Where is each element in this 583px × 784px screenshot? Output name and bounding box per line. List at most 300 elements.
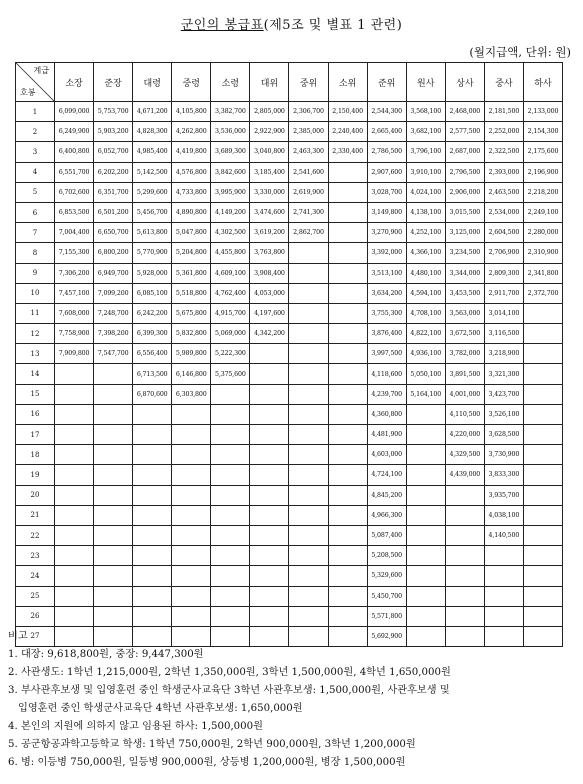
pay-cell [55, 566, 94, 586]
step-cell: 11 [16, 303, 55, 323]
pay-cell: 6,713,500 [133, 364, 172, 384]
pay-cell [523, 445, 562, 465]
table-row [16, 364, 563, 384]
pay-cell [211, 566, 250, 586]
pay-cell [289, 364, 328, 384]
pay-cell: 3,382,700 [211, 102, 250, 122]
pay-cell [406, 425, 445, 445]
pay-cell: 3,423,700 [484, 384, 523, 404]
pay-cell: 4,481,900 [367, 425, 406, 445]
pay-cell [133, 566, 172, 586]
pay-cell: 4,733,800 [172, 182, 211, 202]
pay-cell [328, 525, 367, 545]
pay-cell [328, 546, 367, 566]
column-header: 중령 [172, 63, 211, 102]
pay-cell: 3,028,700 [367, 182, 406, 202]
pay-cell: 2,619,900 [289, 182, 328, 202]
pay-table [15, 62, 563, 647]
pay-cell [328, 162, 367, 182]
pay-cell [133, 505, 172, 525]
pay-cell: 2,218,200 [523, 182, 562, 202]
pay-cell: 4,149,200 [211, 202, 250, 222]
pay-cell [133, 485, 172, 505]
pay-cell [55, 546, 94, 566]
step-cell: 19 [16, 465, 55, 485]
pay-cell [289, 425, 328, 445]
step-cell: 14 [16, 364, 55, 384]
pay-cell [133, 546, 172, 566]
pay-cell: 2,463,500 [484, 182, 523, 202]
pay-cell: 7,608,000 [55, 303, 94, 323]
table-row [16, 546, 563, 566]
pay-cell: 7,306,200 [55, 263, 94, 283]
pay-cell: 3,321,300 [484, 364, 523, 384]
pay-cell [445, 505, 484, 525]
pay-cell [328, 243, 367, 263]
step-cell: 20 [16, 485, 55, 505]
pay-cell: 5,928,000 [133, 263, 172, 283]
pay-cell: 4,252,100 [406, 223, 445, 243]
table-row [16, 283, 563, 303]
pay-cell: 2,181,500 [484, 102, 523, 122]
pay-cell [250, 566, 289, 586]
pay-cell: 4,762,400 [211, 283, 250, 303]
pay-cell: 7,547,700 [94, 344, 133, 364]
pay-cell [406, 586, 445, 606]
pay-cell [94, 525, 133, 545]
pay-cell [55, 606, 94, 626]
pay-cell: 5,050,100 [406, 364, 445, 384]
pay-cell: 2,280,000 [523, 223, 562, 243]
pay-cell: 5,329,600 [367, 566, 406, 586]
pay-cell [250, 465, 289, 485]
pay-cell: 3,330,000 [250, 182, 289, 202]
pay-cell: 4,724,100 [367, 465, 406, 485]
table-row [16, 384, 563, 404]
pay-cell [172, 465, 211, 485]
pay-cell: 3,876,400 [367, 324, 406, 344]
pay-cell [289, 525, 328, 545]
pay-cell [94, 505, 133, 525]
pay-cell: 4,053,000 [250, 283, 289, 303]
step-cell: 1 [16, 102, 55, 122]
pay-cell [133, 586, 172, 606]
pay-cell: 5,753,700 [94, 102, 133, 122]
pay-cell [289, 303, 328, 323]
pay-cell [289, 586, 328, 606]
pay-cell: 5,903,200 [94, 122, 133, 142]
pay-cell: 5,299,600 [133, 182, 172, 202]
pay-cell: 4,671,200 [133, 102, 172, 122]
pay-cell: 3,995,900 [211, 182, 250, 202]
pay-cell [211, 465, 250, 485]
pay-cell [172, 566, 211, 586]
pay-cell: 6,556,400 [133, 344, 172, 364]
pay-cell: 4,024,100 [406, 182, 445, 202]
pay-cell: 5,047,800 [172, 223, 211, 243]
pay-cell [406, 465, 445, 485]
pay-cell: 6,650,700 [94, 223, 133, 243]
pay-cell [406, 525, 445, 545]
pay-cell: 6,242,200 [133, 303, 172, 323]
pay-cell [406, 546, 445, 566]
step-cell: 8 [16, 243, 55, 263]
pay-cell [250, 586, 289, 606]
pay-cell [211, 606, 250, 626]
step-cell: 2 [16, 122, 55, 142]
pay-cell: 4,138,100 [406, 202, 445, 222]
pay-cell [250, 404, 289, 424]
pay-cell: 6,870,600 [133, 384, 172, 404]
table-row [16, 465, 563, 485]
pay-cell [289, 465, 328, 485]
pay-cell: 4,366,100 [406, 243, 445, 263]
step-cell: 10 [16, 283, 55, 303]
pay-cell [250, 525, 289, 545]
step-cell: 25 [16, 586, 55, 606]
pay-cell: 6,400,800 [55, 142, 94, 162]
pay-cell [133, 525, 172, 545]
pay-cell: 3,040,800 [250, 142, 289, 162]
pay-cell: 5,692,900 [367, 626, 406, 646]
pay-cell [523, 404, 562, 424]
pay-cell: 6,202,200 [94, 162, 133, 182]
pay-cell: 6,249,900 [55, 122, 94, 142]
pay-cell: 2,577,500 [445, 122, 484, 142]
pay-cell [445, 566, 484, 586]
pay-cell [94, 445, 133, 465]
column-header: 소장 [55, 63, 94, 102]
pay-cell: 2,322,500 [484, 142, 523, 162]
pay-cell [55, 586, 94, 606]
pay-cell: 6,853,500 [55, 202, 94, 222]
step-cell: 15 [16, 384, 55, 404]
pay-cell: 5,456,700 [133, 202, 172, 222]
pay-cell: 3,344,000 [445, 263, 484, 283]
pay-cell: 6,099,000 [55, 102, 94, 122]
pay-cell: 2,240,400 [328, 122, 367, 142]
pay-cell [55, 465, 94, 485]
step-cell: 27 [16, 626, 55, 646]
pay-cell: 4,001,000 [445, 384, 484, 404]
table-row [16, 202, 563, 222]
column-header: 중사 [484, 63, 523, 102]
title-sub: (제5조 및 별표 1 관련) [263, 18, 403, 33]
pay-cell: 3,014,100 [484, 303, 523, 323]
pay-cell: 6,303,800 [172, 384, 211, 404]
note-line: 1. 대장: 9,618,800원, 중장: 9,447,300원 [8, 649, 204, 660]
pay-cell: 7,457,100 [55, 283, 94, 303]
pay-cell [523, 566, 562, 586]
pay-cell: 2,805,000 [250, 102, 289, 122]
pay-cell [250, 505, 289, 525]
pay-cell [328, 223, 367, 243]
pay-cell: 5,222,300 [211, 344, 250, 364]
pay-cell [328, 586, 367, 606]
pay-cell [328, 182, 367, 202]
step-cell: 16 [16, 404, 55, 424]
pay-cell: 2,385,000 [289, 122, 328, 142]
pay-cell: 4,239,700 [367, 384, 406, 404]
pay-cell [523, 586, 562, 606]
pay-cell: 3,634,200 [367, 283, 406, 303]
pay-cell: 3,833,300 [484, 465, 523, 485]
pay-cell [94, 425, 133, 445]
pay-cell [250, 384, 289, 404]
table-row [16, 122, 563, 142]
pay-cell [523, 606, 562, 626]
pay-cell [250, 485, 289, 505]
note-line: 3. 부사관후보생 및 입영훈련 중인 학생군사교육단 3학년 사관후보생: 1,500,000원, 사관후보생 및 [8, 685, 450, 696]
unit-label: (월지급액, 단위: 원) [469, 45, 571, 59]
corner-rank-label: 계급 [33, 66, 49, 75]
pay-cell: 4,110,500 [445, 404, 484, 424]
pay-cell: 3,891,500 [445, 364, 484, 384]
note-line: 입영훈련 중인 학생군사교육단 4학년 사관후보생: 1,650,000원 [18, 703, 303, 714]
pay-cell: 5,613,800 [133, 223, 172, 243]
pay-cell [172, 586, 211, 606]
pay-cell: 2,463,300 [289, 142, 328, 162]
pay-cell [289, 283, 328, 303]
column-header: 원사 [406, 63, 445, 102]
pay-cell: 4,890,800 [172, 202, 211, 222]
pay-cell [523, 546, 562, 566]
column-header: 준장 [94, 63, 133, 102]
pay-cell: 2,741,300 [289, 202, 328, 222]
pay-cell [484, 606, 523, 626]
pay-cell: 3,453,500 [445, 283, 484, 303]
header-row [16, 63, 563, 102]
column-header: 소령 [211, 63, 250, 102]
column-header: 상사 [445, 63, 484, 102]
pay-cell: 7,758,900 [55, 324, 94, 344]
step-cell: 26 [16, 606, 55, 626]
pay-cell [523, 364, 562, 384]
pay-cell [328, 505, 367, 525]
pay-cell [211, 586, 250, 606]
pay-cell [406, 505, 445, 525]
pay-cell: 3,796,100 [406, 142, 445, 162]
pay-cell: 2,330,400 [328, 142, 367, 162]
pay-cell [94, 465, 133, 485]
pay-table-body [16, 102, 563, 647]
pay-cell [55, 505, 94, 525]
pay-cell [289, 344, 328, 364]
pay-cell [133, 606, 172, 626]
pay-cell: 2,341,800 [523, 263, 562, 283]
pay-cell [328, 485, 367, 505]
pay-cell [172, 505, 211, 525]
note-line: 4. 본인의 지원에 의하지 않고 임용된 하사: 1,500,000원 [8, 721, 263, 732]
pay-cell [523, 324, 562, 344]
pay-cell [328, 303, 367, 323]
pay-cell: 6,146,800 [172, 364, 211, 384]
column-header: 준위 [367, 63, 406, 102]
pay-cell: 3,116,500 [484, 324, 523, 344]
pay-cell [211, 404, 250, 424]
pay-cell [445, 525, 484, 545]
pay-cell: 5,069,000 [211, 324, 250, 344]
pay-cell: 6,949,700 [94, 263, 133, 283]
pay-cell: 4,342,200 [250, 324, 289, 344]
pay-cell: 5,142,500 [133, 162, 172, 182]
pay-cell: 6,551,700 [55, 162, 94, 182]
pay-cell: 4,038,100 [484, 505, 523, 525]
pay-cell: 4,845,200 [367, 485, 406, 505]
notes-heading: 비고 [8, 631, 28, 642]
pay-cell: 2,541,600 [289, 162, 328, 182]
title-main: 군인의 봉급표 [180, 18, 264, 33]
pay-cell [289, 485, 328, 505]
table-row [16, 142, 563, 162]
pay-cell [55, 485, 94, 505]
pay-cell: 4,197,600 [250, 303, 289, 323]
pay-cell: 2,468,000 [445, 102, 484, 122]
pay-cell [523, 525, 562, 545]
table-row [16, 263, 563, 283]
pay-cell: 3,392,000 [367, 243, 406, 263]
pay-cell [289, 566, 328, 586]
table-row [16, 425, 563, 445]
pay-cell [289, 324, 328, 344]
pay-cell: 2,252,000 [484, 122, 523, 142]
pay-cell [172, 445, 211, 465]
pay-cell: 5,204,800 [172, 243, 211, 263]
pay-cell [328, 465, 367, 485]
step-cell: 23 [16, 546, 55, 566]
pay-cell [172, 425, 211, 445]
table-row [16, 223, 563, 243]
pay-cell [211, 525, 250, 545]
pay-cell: 4,360,800 [367, 404, 406, 424]
pay-cell: 6,501,200 [94, 202, 133, 222]
table-row [16, 445, 563, 465]
pay-cell: 3,997,500 [367, 344, 406, 364]
pay-cell: 3,568,100 [406, 102, 445, 122]
pay-cell: 5,518,800 [172, 283, 211, 303]
pay-cell: 4,985,400 [133, 142, 172, 162]
pay-cell [94, 606, 133, 626]
table-row [16, 525, 563, 545]
pay-cell: 4,822,100 [406, 324, 445, 344]
table-row [16, 404, 563, 424]
pay-cell: 3,619,200 [250, 223, 289, 243]
pay-cell: 7,004,400 [55, 223, 94, 243]
pay-cell [211, 384, 250, 404]
step-cell: 12 [16, 324, 55, 344]
pay-cell: 5,375,600 [211, 364, 250, 384]
pay-cell: 2,706,900 [484, 243, 523, 263]
pay-cell [250, 425, 289, 445]
pay-cell [328, 324, 367, 344]
pay-cell: 4,828,300 [133, 122, 172, 142]
pay-cell: 3,234,500 [445, 243, 484, 263]
step-cell: 24 [16, 566, 55, 586]
pay-cell [328, 606, 367, 626]
pay-cell [133, 404, 172, 424]
pay-cell: 3,842,600 [211, 162, 250, 182]
pay-cell [523, 303, 562, 323]
pay-cell [523, 344, 562, 364]
pay-cell [484, 546, 523, 566]
pay-cell [94, 566, 133, 586]
pay-cell [445, 546, 484, 566]
pay-cell: 2,809,300 [484, 263, 523, 283]
pay-cell: 2,150,400 [328, 102, 367, 122]
pay-cell [289, 404, 328, 424]
pay-cell: 3,628,500 [484, 425, 523, 445]
pay-cell: 5,675,800 [172, 303, 211, 323]
pay-cell: 4,708,100 [406, 303, 445, 323]
pay-cell: 3,474,600 [250, 202, 289, 222]
pay-cell [250, 344, 289, 364]
pay-cell: 4,594,100 [406, 283, 445, 303]
pay-cell: 5,164,100 [406, 384, 445, 404]
pay-cell [328, 566, 367, 586]
pay-cell: 5,087,400 [367, 525, 406, 545]
pay-cell: 3,935,700 [484, 485, 523, 505]
column-header: 하사 [523, 63, 562, 102]
table-row [16, 586, 563, 606]
pay-cell: 2,604,500 [484, 223, 523, 243]
pay-cell: 4,118,600 [367, 364, 406, 384]
pay-cell: 4,480,100 [406, 263, 445, 283]
pay-cell: 2,922,900 [250, 122, 289, 142]
pay-cell [133, 445, 172, 465]
pay-cell [172, 606, 211, 626]
table-row [16, 324, 563, 344]
column-header: 대령 [133, 63, 172, 102]
table-row [16, 303, 563, 323]
pay-cell [250, 606, 289, 626]
pay-cell: 3,908,400 [250, 263, 289, 283]
pay-cell [250, 546, 289, 566]
pay-cell: 5,361,800 [172, 263, 211, 283]
pay-cell: 3,015,500 [445, 202, 484, 222]
note-line: 2. 사관생도: 1학년 1,215,000원, 2학년 1,350,000원, 3학년 1,500,000원, 4학년 1,650,000원 [8, 667, 451, 678]
pay-cell [484, 566, 523, 586]
pay-cell [94, 586, 133, 606]
corner-cell [16, 63, 55, 102]
pay-cell: 5,450,700 [367, 586, 406, 606]
pay-cell: 2,154,300 [523, 122, 562, 142]
pay-cell [94, 384, 133, 404]
pay-cell [211, 485, 250, 505]
pay-cell [484, 586, 523, 606]
pay-cell [289, 263, 328, 283]
pay-cell [94, 364, 133, 384]
pay-cell: 4,455,800 [211, 243, 250, 263]
pay-cell: 3,730,900 [484, 445, 523, 465]
pay-cell [289, 606, 328, 626]
pay-cell: 4,140,500 [484, 525, 523, 545]
pay-cell [211, 546, 250, 566]
pay-cell [406, 404, 445, 424]
pay-cell: 3,536,000 [211, 122, 250, 142]
table-row [16, 182, 563, 202]
pay-cell [523, 425, 562, 445]
pay-cell: 3,689,300 [211, 142, 250, 162]
pay-cell: 4,576,800 [172, 162, 211, 182]
step-cell: 22 [16, 525, 55, 545]
step-cell: 4 [16, 162, 55, 182]
pay-cell: 4,439,000 [445, 465, 484, 485]
pay-cell: 3,526,100 [484, 404, 523, 424]
pay-cell [55, 384, 94, 404]
pay-cell [55, 364, 94, 384]
pay-cell [328, 344, 367, 364]
step-cell: 6 [16, 202, 55, 222]
